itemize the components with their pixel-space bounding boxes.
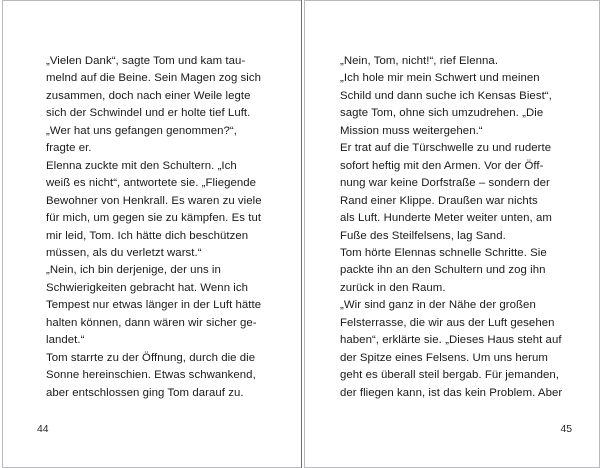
text-line: Tom starrte zu der Öffnung, durch die die [46, 351, 256, 364]
paragraph [37, 53, 263, 123]
text-line: packte ihn an den Schultern und zog ihn [340, 264, 546, 277]
paragraph [37, 123, 263, 158]
paragraph [37, 350, 263, 402]
text-line: sagte Tom, ohne sich umzudrehen. „Die [340, 107, 544, 120]
text-line: Bewohner von Henkrall. Es waren zu viele [46, 194, 262, 207]
page-left-folio: 44 [37, 424, 49, 435]
text-line: Rand einer Klippe. Draußen war nichts [340, 194, 538, 207]
text-line: „Ich hole mir mein Schwert und meinen [340, 72, 540, 85]
paragraph [331, 53, 569, 70]
paragraph [331, 70, 569, 140]
text-line: Tempest nur etwas länger in der Luft hätte [46, 299, 262, 312]
text-line: nung war keine Dorfstraße – sondern der [340, 177, 550, 190]
page-right-textblock [331, 53, 569, 402]
text-line: geht es überall steil bergab. Für jemanden, [340, 369, 560, 382]
text-line: mir leid, Tom. Ich hätte dich beschützen [46, 229, 249, 242]
text-line: Er trat auf die Türschwelle zu und ruderte [340, 142, 552, 155]
text-line: Schild und dann suche ich Kensas Biest“, [340, 89, 552, 102]
text-line: sofort heftig mit den Armen. Vor der Öff- [340, 159, 544, 172]
text-line: „Nein, ich bin derjenige, der uns in [46, 264, 221, 277]
page-left-textblock [37, 53, 263, 402]
text-line: „Vielen Dank“, sagte Tom und kam tau- [46, 55, 246, 67]
text-line: Felsterrasse, die wir aus der Luft gesehen [340, 316, 555, 329]
text-line: für mich, um gegen sie zu kämpfen. Es tut [46, 212, 262, 225]
text-line: der Spitze eines Felsens. Um uns herum [340, 351, 548, 364]
paragraph [331, 140, 569, 245]
page-left [2, 0, 302, 468]
text-line: zusammen, doch nach einer Weile legte [46, 89, 251, 102]
text-line: Elenna zuckte mit den Schultern. „Ich [46, 159, 237, 172]
text-line: halten können, dann wären wir sicher ge- [46, 316, 257, 329]
text-line: haben“, erklärte sie. „Dieses Haus steht auf [340, 334, 562, 347]
text-line: sich der Schwindel und er holte tief Luft. [46, 107, 251, 120]
text-line: weiß es nicht“, antwortete sie. „Fliegende [46, 177, 257, 190]
text-line: Schwierigkeiten gebracht hat. Wenn ich [46, 281, 249, 294]
page-gutter-divider [301, 0, 302, 468]
text-line: „Wer hat uns gefangen genommen?“, [46, 124, 237, 137]
text-line: melnd auf die Beine. Sein Magen zog sich [46, 72, 262, 85]
text-line: zurück in den Raum. [340, 281, 446, 294]
text-line: „Nein, Tom, nicht!“, rief Elenna. [340, 55, 499, 67]
text-line: „Wir sind ganz in der Nähe der großen [340, 299, 536, 312]
page-right [304, 0, 600, 468]
text-line: Mission muss weitergehen.“ [340, 124, 483, 137]
paragraph [37, 158, 263, 263]
text-line: Sonne hereinschien. Etwas schwankend, [46, 369, 256, 382]
paragraph [331, 297, 569, 402]
text-line: fragte er. [46, 142, 92, 155]
text-line: Fuße des Steilfelsens, lag Sand. [340, 229, 506, 242]
paragraph [331, 245, 569, 297]
page-right-folio: 45 [560, 424, 572, 435]
text-line: als Luft. Hunderte Meter weiter unten, am [340, 212, 552, 225]
text-line: müssen, als du verletzt warst.“ [46, 246, 202, 259]
text-line: der fliegen kann, ist das kein Problem. Aber [340, 386, 563, 399]
text-line: landet.“ [46, 334, 85, 347]
paragraph [37, 262, 263, 349]
text-line: Tom hörte Elennas schnelle Schritte. Sie [340, 246, 547, 259]
text-line: aber entschlossen ging Tom darauf zu. [46, 386, 244, 399]
